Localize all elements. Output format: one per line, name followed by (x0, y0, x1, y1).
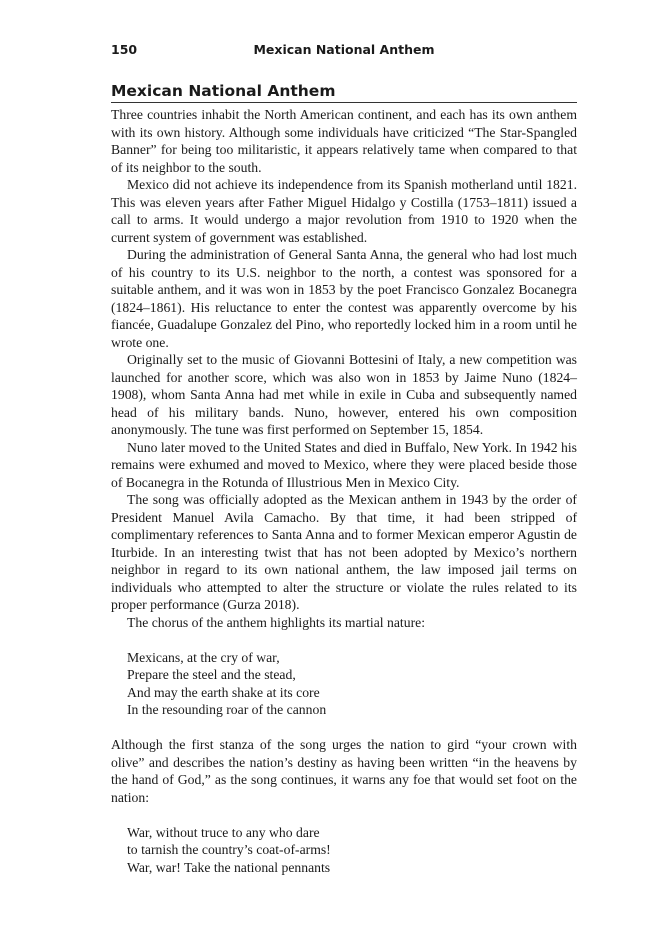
paragraph: The chorus of the anthem highlights its martial nature: (127, 614, 426, 630)
paragraph: During the administration of General Santa Anna, the general who had lost much of his country to its U.S. neighbor to the north, a contest was sponsored for a suitable anthem, and it was won in 1853 by the poet Francisco Gonzalez Bocanegra (1824–1861). His reluctance to enter the contest was apparently overcome by his fiancée, Guadalupe Gonzalez del Pino, who reportedly locked him in a room until he wrote one. (111, 247, 577, 350)
paragraph: Three countries inhabit the North American continent, and each has its own anthem with its own history. Although some individuals have criticized “The Star-Spangled Banner” for being too militaristic, it appears relatively tame when compared to that of its neighbor to the south. (111, 107, 577, 175)
paragraph: Although the first stanza of the song urges the nation to gird “your crown with olive” and describes the nation’s destiny as having been written “in the heavens by the hand of God,” as the song continues, it warns any foe that would set foot on the nation: (111, 737, 577, 805)
verse-line: In the resounding roar of the cannon (127, 702, 327, 717)
running-head (111, 42, 577, 60)
body-text (111, 106, 577, 894)
verse-line: Prepare the steel and the stead, (127, 667, 296, 682)
verse-line: And may the earth shake at its core (127, 684, 320, 700)
verse-block (127, 649, 577, 719)
verse-line: War, war! Take the national pennants (127, 859, 331, 875)
running-title: Mexican National Anthem (253, 42, 435, 57)
page-number: 150 (111, 42, 138, 57)
verse-line: Mexicans, at the cry of war, (127, 649, 280, 665)
paragraph: Originally set to the music of Giovanni Bottesini of Italy, a new competition was launched for another score, which was also won in 1853 by Jaime Nuno (1824–1908), whom Santa Anna had met while in exile in Cuba and subsequently named head of his military bands. Nuno, however, entered his own composition anonymously. The tune was first performed on September 15, 1854. (111, 352, 577, 437)
paragraph: Nuno later moved to the United States and died in Buffalo, New York. In 1942 his remains were exhumed and moved to Mexico, where they were placed beside those of Bocanegra in the Rotunda of Illustrious Men in Mexico City. (111, 439, 577, 490)
verse-block (127, 824, 577, 877)
verse-line: War, without truce to any who dare (127, 824, 320, 840)
paragraph: The song was officially adopted as the Mexican anthem in 1943 by the order of President Manuel Avila Camacho. By that time, it had been stripped of complimentary references to Santa Anna and to former Mexican emperor Agustin de Iturbide. In an interesting twist that has not been adopted by Mexico’s northern neighbor in regard to its own national anthem, the law imposed jail terms on individuals who attempted to alter the structure or violate the rules related to its proper performance (Gurza 2018). (111, 492, 577, 612)
section-title: Mexican National Anthem (111, 81, 577, 103)
verse-line: to tarnish the country’s coat-of-arms! (127, 842, 331, 857)
paragraph: Mexico did not achieve its independence from its Spanish motherland until 1821. This was eleven years after Father Miguel Hidalgo y Costilla (1753–1811) issued a call to arms. It would undergo a major revolution from 1910 to 1920 when the current system of government was established. (111, 177, 577, 245)
